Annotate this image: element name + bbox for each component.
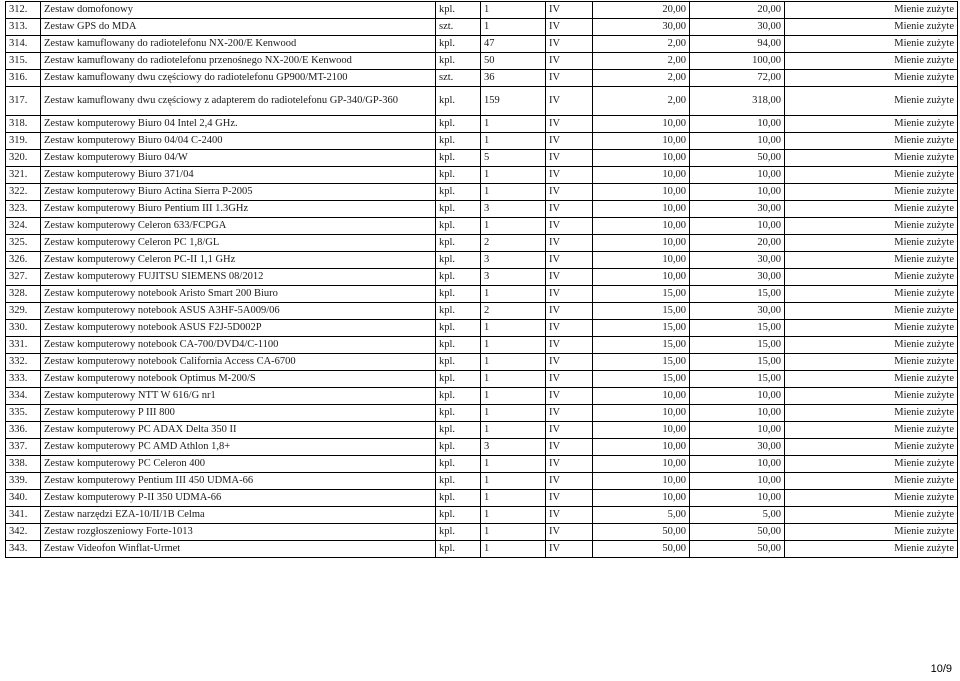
quantity-cell: 2 bbox=[481, 303, 546, 320]
quantity-cell: 1 bbox=[481, 371, 546, 388]
unit-cell: kpl. bbox=[436, 337, 481, 354]
unit-cell: kpl. bbox=[436, 490, 481, 507]
unit-price-cell: 10,00 bbox=[593, 116, 690, 133]
item-name-cell: Zestaw komputerowy notebook CA-700/DVD4/C-1100 bbox=[41, 337, 436, 354]
status-cell: Mienie zużyte bbox=[785, 2, 958, 19]
total-value-cell: 10,00 bbox=[690, 388, 785, 405]
unit-price-cell: 10,00 bbox=[593, 473, 690, 490]
row-number-cell: 319. bbox=[6, 133, 41, 150]
status-cell: Mienie zużyte bbox=[785, 19, 958, 36]
page-number: 10/9 bbox=[930, 663, 952, 675]
status-cell: Mienie zużyte bbox=[785, 269, 958, 286]
row-number-cell: 321. bbox=[6, 167, 41, 184]
row-number-cell: 329. bbox=[6, 303, 41, 320]
row-number-cell: 326. bbox=[6, 252, 41, 269]
unit-cell: kpl. bbox=[436, 150, 481, 167]
table-row bbox=[6, 87, 958, 116]
quantity-cell: 1 bbox=[481, 354, 546, 371]
quantity-cell: 1 bbox=[481, 473, 546, 490]
total-value-cell: 318,00 bbox=[690, 87, 785, 116]
unit-cell: kpl. bbox=[436, 252, 481, 269]
item-name-cell: Zestaw domofonowy bbox=[41, 2, 436, 19]
status-cell: Mienie zużyte bbox=[785, 286, 958, 303]
unit-price-cell: 10,00 bbox=[593, 235, 690, 252]
row-number-cell: 323. bbox=[6, 201, 41, 218]
quantity-cell: 3 bbox=[481, 269, 546, 286]
unit-cell: kpl. bbox=[436, 422, 481, 439]
group-cell: IV bbox=[546, 19, 593, 36]
total-value-cell: 50,00 bbox=[690, 150, 785, 167]
status-cell: Mienie zużyte bbox=[785, 87, 958, 116]
table-row bbox=[6, 303, 958, 320]
item-name-cell: Zestaw komputerowy Celeron PC-II 1,1 GHz bbox=[41, 252, 436, 269]
unit-price-cell: 10,00 bbox=[593, 184, 690, 201]
quantity-cell: 1 bbox=[481, 116, 546, 133]
row-number-cell: 325. bbox=[6, 235, 41, 252]
quantity-cell: 1 bbox=[481, 524, 546, 541]
unit-cell: kpl. bbox=[436, 524, 481, 541]
status-cell: Mienie zużyte bbox=[785, 184, 958, 201]
unit-price-cell: 10,00 bbox=[593, 490, 690, 507]
quantity-cell: 1 bbox=[481, 405, 546, 422]
group-cell: IV bbox=[546, 354, 593, 371]
quantity-cell: 1 bbox=[481, 490, 546, 507]
total-value-cell: 30,00 bbox=[690, 439, 785, 456]
item-name-cell: Zestaw Videofon Winflat-Urmet bbox=[41, 541, 436, 558]
unit-cell: kpl. bbox=[436, 473, 481, 490]
table-row bbox=[6, 371, 958, 388]
unit-cell: kpl. bbox=[436, 133, 481, 150]
quantity-cell: 47 bbox=[481, 36, 546, 53]
table-row bbox=[6, 422, 958, 439]
item-name-cell: Zestaw komputerowy Pentium III 450 UDMA-66 bbox=[41, 473, 436, 490]
total-value-cell: 10,00 bbox=[690, 184, 785, 201]
total-value-cell: 10,00 bbox=[690, 473, 785, 490]
row-number-cell: 332. bbox=[6, 354, 41, 371]
unit-price-cell: 2,00 bbox=[593, 87, 690, 116]
group-cell: IV bbox=[546, 439, 593, 456]
total-value-cell: 5,00 bbox=[690, 507, 785, 524]
unit-price-cell: 10,00 bbox=[593, 269, 690, 286]
unit-cell: szt. bbox=[436, 70, 481, 87]
table-row bbox=[6, 541, 958, 558]
unit-cell: kpl. bbox=[436, 235, 481, 252]
group-cell: IV bbox=[546, 490, 593, 507]
group-cell: IV bbox=[546, 524, 593, 541]
item-name-cell: Zestaw komputerowy notebook Optimus M-200/S bbox=[41, 371, 436, 388]
inventory-table bbox=[5, 1, 958, 558]
group-cell: IV bbox=[546, 2, 593, 19]
row-number-cell: 312. bbox=[6, 2, 41, 19]
row-number-cell: 316. bbox=[6, 70, 41, 87]
status-cell: Mienie zużyte bbox=[785, 473, 958, 490]
group-cell: IV bbox=[546, 150, 593, 167]
unit-price-cell: 15,00 bbox=[593, 371, 690, 388]
group-cell: IV bbox=[546, 184, 593, 201]
row-number-cell: 318. bbox=[6, 116, 41, 133]
total-value-cell: 30,00 bbox=[690, 19, 785, 36]
total-value-cell: 10,00 bbox=[690, 167, 785, 184]
item-name-cell: Zestaw komputerowy Celeron 633/FCPGA bbox=[41, 218, 436, 235]
unit-price-cell: 50,00 bbox=[593, 524, 690, 541]
row-number-cell: 317. bbox=[6, 87, 41, 116]
total-value-cell: 30,00 bbox=[690, 303, 785, 320]
table-row bbox=[6, 218, 958, 235]
unit-cell: kpl. bbox=[436, 371, 481, 388]
status-cell: Mienie zużyte bbox=[785, 507, 958, 524]
table-row bbox=[6, 337, 958, 354]
row-number-cell: 315. bbox=[6, 53, 41, 70]
table-row bbox=[6, 490, 958, 507]
item-name-cell: Zestaw kamuflowany do radiotelefonu przenośnego NX-200/E Kenwood bbox=[41, 53, 436, 70]
total-value-cell: 20,00 bbox=[690, 2, 785, 19]
table-row bbox=[6, 388, 958, 405]
unit-price-cell: 15,00 bbox=[593, 337, 690, 354]
status-cell: Mienie zużyte bbox=[785, 252, 958, 269]
total-value-cell: 15,00 bbox=[690, 286, 785, 303]
item-name-cell: Zestaw kamuflowany do radiotelefonu NX-200/E Kenwood bbox=[41, 36, 436, 53]
status-cell: Mienie zużyte bbox=[785, 405, 958, 422]
group-cell: IV bbox=[546, 286, 593, 303]
quantity-cell: 1 bbox=[481, 456, 546, 473]
item-name-cell: Zestaw komputerowy Biuro 04/04 C-2400 bbox=[41, 133, 436, 150]
table-row bbox=[6, 524, 958, 541]
total-value-cell: 20,00 bbox=[690, 235, 785, 252]
item-name-cell: Zestaw komputerowy FUJITSU SIEMENS 08/2012 bbox=[41, 269, 436, 286]
item-name-cell: Zestaw GPS do MDA bbox=[41, 19, 436, 36]
table-row bbox=[6, 354, 958, 371]
unit-cell: kpl. bbox=[436, 439, 481, 456]
quantity-cell: 1 bbox=[481, 388, 546, 405]
group-cell: IV bbox=[546, 473, 593, 490]
row-number-cell: 334. bbox=[6, 388, 41, 405]
total-value-cell: 50,00 bbox=[690, 524, 785, 541]
unit-price-cell: 10,00 bbox=[593, 150, 690, 167]
quantity-cell: 1 bbox=[481, 337, 546, 354]
group-cell: IV bbox=[546, 133, 593, 150]
unit-price-cell: 10,00 bbox=[593, 201, 690, 218]
unit-price-cell: 10,00 bbox=[593, 218, 690, 235]
group-cell: IV bbox=[546, 456, 593, 473]
row-number-cell: 331. bbox=[6, 337, 41, 354]
unit-price-cell: 15,00 bbox=[593, 320, 690, 337]
table-row bbox=[6, 201, 958, 218]
row-number-cell: 328. bbox=[6, 286, 41, 303]
item-name-cell: Zestaw komputerowy P-II 350 UDMA-66 bbox=[41, 490, 436, 507]
status-cell: Mienie zużyte bbox=[785, 490, 958, 507]
status-cell: Mienie zużyte bbox=[785, 167, 958, 184]
unit-cell: kpl. bbox=[436, 167, 481, 184]
quantity-cell: 36 bbox=[481, 70, 546, 87]
group-cell: IV bbox=[546, 388, 593, 405]
table-row bbox=[6, 286, 958, 303]
quantity-cell: 1 bbox=[481, 2, 546, 19]
total-value-cell: 15,00 bbox=[690, 320, 785, 337]
item-name-cell: Zestaw komputerowy Biuro 04/W bbox=[41, 150, 436, 167]
status-cell: Mienie zużyte bbox=[785, 320, 958, 337]
row-number-cell: 322. bbox=[6, 184, 41, 201]
item-name-cell: Zestaw komputerowy Celeron PC 1,8/GL bbox=[41, 235, 436, 252]
status-cell: Mienie zużyte bbox=[785, 337, 958, 354]
unit-price-cell: 2,00 bbox=[593, 36, 690, 53]
row-number-cell: 341. bbox=[6, 507, 41, 524]
quantity-cell: 3 bbox=[481, 439, 546, 456]
row-number-cell: 330. bbox=[6, 320, 41, 337]
unit-price-cell: 15,00 bbox=[593, 303, 690, 320]
unit-price-cell: 30,00 bbox=[593, 19, 690, 36]
item-name-cell: Zestaw kamuflowany dwu częściowy z adapterem do radiotelefonu GP-340/GP-360 bbox=[41, 87, 436, 116]
quantity-cell: 2 bbox=[481, 235, 546, 252]
status-cell: Mienie zużyte bbox=[785, 456, 958, 473]
item-name-cell: Zestaw komputerowy notebook California Access CA-6700 bbox=[41, 354, 436, 371]
quantity-cell: 1 bbox=[481, 218, 546, 235]
group-cell: IV bbox=[546, 218, 593, 235]
table-row bbox=[6, 439, 958, 456]
total-value-cell: 10,00 bbox=[690, 133, 785, 150]
item-name-cell: Zestaw komputerowy Biuro 04 Intel 2,4 GHz. bbox=[41, 116, 436, 133]
group-cell: IV bbox=[546, 405, 593, 422]
group-cell: IV bbox=[546, 507, 593, 524]
item-name-cell: Zestaw rozgłoszeniowy Forte-1013 bbox=[41, 524, 436, 541]
group-cell: IV bbox=[546, 70, 593, 87]
total-value-cell: 100,00 bbox=[690, 53, 785, 70]
group-cell: IV bbox=[546, 87, 593, 116]
item-name-cell: Zestaw kamuflowany dwu częściowy do radiotelefonu GP900/MT-2100 bbox=[41, 70, 436, 87]
status-cell: Mienie zużyte bbox=[785, 150, 958, 167]
total-value-cell: 15,00 bbox=[690, 337, 785, 354]
quantity-cell: 1 bbox=[481, 133, 546, 150]
status-cell: Mienie zużyte bbox=[785, 53, 958, 70]
unit-cell: kpl. bbox=[436, 2, 481, 19]
unit-cell: kpl. bbox=[436, 286, 481, 303]
table-row bbox=[6, 320, 958, 337]
quantity-cell: 1 bbox=[481, 541, 546, 558]
unit-price-cell: 20,00 bbox=[593, 2, 690, 19]
table-row bbox=[6, 116, 958, 133]
quantity-cell: 159 bbox=[481, 87, 546, 116]
quantity-cell: 1 bbox=[481, 507, 546, 524]
table-row bbox=[6, 456, 958, 473]
quantity-cell: 1 bbox=[481, 286, 546, 303]
total-value-cell: 10,00 bbox=[690, 218, 785, 235]
unit-cell: kpl. bbox=[436, 116, 481, 133]
status-cell: Mienie zużyte bbox=[785, 422, 958, 439]
status-cell: Mienie zużyte bbox=[785, 36, 958, 53]
unit-cell: kpl. bbox=[436, 388, 481, 405]
unit-cell: kpl. bbox=[436, 184, 481, 201]
unit-price-cell: 10,00 bbox=[593, 252, 690, 269]
status-cell: Mienie zużyte bbox=[785, 116, 958, 133]
quantity-cell: 1 bbox=[481, 422, 546, 439]
group-cell: IV bbox=[546, 53, 593, 70]
group-cell: IV bbox=[546, 422, 593, 439]
unit-cell: kpl. bbox=[436, 541, 481, 558]
quantity-cell: 1 bbox=[481, 19, 546, 36]
group-cell: IV bbox=[546, 541, 593, 558]
group-cell: IV bbox=[546, 36, 593, 53]
row-number-cell: 343. bbox=[6, 541, 41, 558]
unit-price-cell: 15,00 bbox=[593, 354, 690, 371]
item-name-cell: Zestaw komputerowy Biuro Pentium III 1.3GHz bbox=[41, 201, 436, 218]
row-number-cell: 337. bbox=[6, 439, 41, 456]
total-value-cell: 10,00 bbox=[690, 456, 785, 473]
item-name-cell: Zestaw komputerowy P III 800 bbox=[41, 405, 436, 422]
item-name-cell: Zestaw komputerowy Biuro 371/04 bbox=[41, 167, 436, 184]
row-number-cell: 340. bbox=[6, 490, 41, 507]
inventory-table-body bbox=[6, 2, 958, 558]
quantity-cell: 1 bbox=[481, 184, 546, 201]
unit-cell: kpl. bbox=[436, 87, 481, 116]
unit-cell: kpl. bbox=[436, 354, 481, 371]
total-value-cell: 10,00 bbox=[690, 490, 785, 507]
table-row bbox=[6, 133, 958, 150]
group-cell: IV bbox=[546, 371, 593, 388]
unit-cell: kpl. bbox=[436, 53, 481, 70]
unit-cell: kpl. bbox=[436, 320, 481, 337]
quantity-cell: 3 bbox=[481, 201, 546, 218]
item-name-cell: Zestaw komputerowy notebook ASUS A3HF-5A009/06 bbox=[41, 303, 436, 320]
item-name-cell: Zestaw komputerowy PC Celeron 400 bbox=[41, 456, 436, 473]
row-number-cell: 338. bbox=[6, 456, 41, 473]
row-number-cell: 324. bbox=[6, 218, 41, 235]
unit-price-cell: 2,00 bbox=[593, 70, 690, 87]
unit-cell: kpl. bbox=[436, 456, 481, 473]
total-value-cell: 50,00 bbox=[690, 541, 785, 558]
row-number-cell: 333. bbox=[6, 371, 41, 388]
item-name-cell: Zestaw komputerowy Biuro Actina Sierra P-2005 bbox=[41, 184, 436, 201]
table-row bbox=[6, 473, 958, 490]
quantity-cell: 50 bbox=[481, 53, 546, 70]
table-row bbox=[6, 53, 958, 70]
status-cell: Mienie zużyte bbox=[785, 303, 958, 320]
group-cell: IV bbox=[546, 337, 593, 354]
quantity-cell: 3 bbox=[481, 252, 546, 269]
unit-price-cell: 10,00 bbox=[593, 456, 690, 473]
group-cell: IV bbox=[546, 252, 593, 269]
unit-cell: kpl. bbox=[436, 405, 481, 422]
table-row bbox=[6, 235, 958, 252]
total-value-cell: 10,00 bbox=[690, 116, 785, 133]
unit-price-cell: 10,00 bbox=[593, 167, 690, 184]
unit-price-cell: 10,00 bbox=[593, 133, 690, 150]
quantity-cell: 1 bbox=[481, 167, 546, 184]
unit-cell: kpl. bbox=[436, 36, 481, 53]
quantity-cell: 1 bbox=[481, 320, 546, 337]
unit-price-cell: 10,00 bbox=[593, 405, 690, 422]
status-cell: Mienie zużyte bbox=[785, 133, 958, 150]
status-cell: Mienie zużyte bbox=[785, 218, 958, 235]
total-value-cell: 30,00 bbox=[690, 252, 785, 269]
total-value-cell: 94,00 bbox=[690, 36, 785, 53]
row-number-cell: 335. bbox=[6, 405, 41, 422]
unit-price-cell: 10,00 bbox=[593, 388, 690, 405]
status-cell: Mienie zużyte bbox=[785, 439, 958, 456]
quantity-cell: 5 bbox=[481, 150, 546, 167]
group-cell: IV bbox=[546, 201, 593, 218]
status-cell: Mienie zużyte bbox=[785, 201, 958, 218]
table-row bbox=[6, 150, 958, 167]
total-value-cell: 10,00 bbox=[690, 422, 785, 439]
table-row bbox=[6, 507, 958, 524]
total-value-cell: 15,00 bbox=[690, 371, 785, 388]
total-value-cell: 15,00 bbox=[690, 354, 785, 371]
unit-price-cell: 10,00 bbox=[593, 422, 690, 439]
group-cell: IV bbox=[546, 269, 593, 286]
status-cell: Mienie zużyte bbox=[785, 354, 958, 371]
table-row bbox=[6, 184, 958, 201]
table-row bbox=[6, 2, 958, 19]
item-name-cell: Zestaw komputerowy PC AMD Athlon 1,8+ bbox=[41, 439, 436, 456]
row-number-cell: 327. bbox=[6, 269, 41, 286]
unit-price-cell: 5,00 bbox=[593, 507, 690, 524]
unit-cell: kpl. bbox=[436, 507, 481, 524]
unit-price-cell: 15,00 bbox=[593, 286, 690, 303]
item-name-cell: Zestaw narzędzi EZA-10/II/1B Celma bbox=[41, 507, 436, 524]
status-cell: Mienie zużyte bbox=[785, 70, 958, 87]
row-number-cell: 339. bbox=[6, 473, 41, 490]
group-cell: IV bbox=[546, 235, 593, 252]
status-cell: Mienie zużyte bbox=[785, 388, 958, 405]
item-name-cell: Zestaw komputerowy PC ADAX Delta 350 II bbox=[41, 422, 436, 439]
row-number-cell: 313. bbox=[6, 19, 41, 36]
total-value-cell: 72,00 bbox=[690, 70, 785, 87]
table-row bbox=[6, 269, 958, 286]
item-name-cell: Zestaw komputerowy notebook Aristo Smart 200 Biuro bbox=[41, 286, 436, 303]
group-cell: IV bbox=[546, 116, 593, 133]
row-number-cell: 314. bbox=[6, 36, 41, 53]
table-row bbox=[6, 252, 958, 269]
unit-cell: kpl. bbox=[436, 201, 481, 218]
status-cell: Mienie zużyte bbox=[785, 235, 958, 252]
total-value-cell: 30,00 bbox=[690, 269, 785, 286]
table-row bbox=[6, 70, 958, 87]
unit-price-cell: 50,00 bbox=[593, 541, 690, 558]
total-value-cell: 30,00 bbox=[690, 201, 785, 218]
item-name-cell: Zestaw komputerowy notebook ASUS F2J-5D002P bbox=[41, 320, 436, 337]
total-value-cell: 10,00 bbox=[690, 405, 785, 422]
unit-cell: kpl. bbox=[436, 218, 481, 235]
table-row bbox=[6, 405, 958, 422]
status-cell: Mienie zużyte bbox=[785, 524, 958, 541]
table-row bbox=[6, 167, 958, 184]
unit-cell: kpl. bbox=[436, 269, 481, 286]
unit-cell: szt. bbox=[436, 19, 481, 36]
group-cell: IV bbox=[546, 303, 593, 320]
group-cell: IV bbox=[546, 167, 593, 184]
unit-price-cell: 2,00 bbox=[593, 53, 690, 70]
status-cell: Mienie zużyte bbox=[785, 541, 958, 558]
row-number-cell: 342. bbox=[6, 524, 41, 541]
table-row bbox=[6, 36, 958, 53]
status-cell: Mienie zużyte bbox=[785, 371, 958, 388]
row-number-cell: 320. bbox=[6, 150, 41, 167]
unit-price-cell: 10,00 bbox=[593, 439, 690, 456]
unit-cell: kpl. bbox=[436, 303, 481, 320]
table-row bbox=[6, 19, 958, 36]
row-number-cell: 336. bbox=[6, 422, 41, 439]
item-name-cell: Zestaw komputerowy NTT W 616/G nr1 bbox=[41, 388, 436, 405]
group-cell: IV bbox=[546, 320, 593, 337]
